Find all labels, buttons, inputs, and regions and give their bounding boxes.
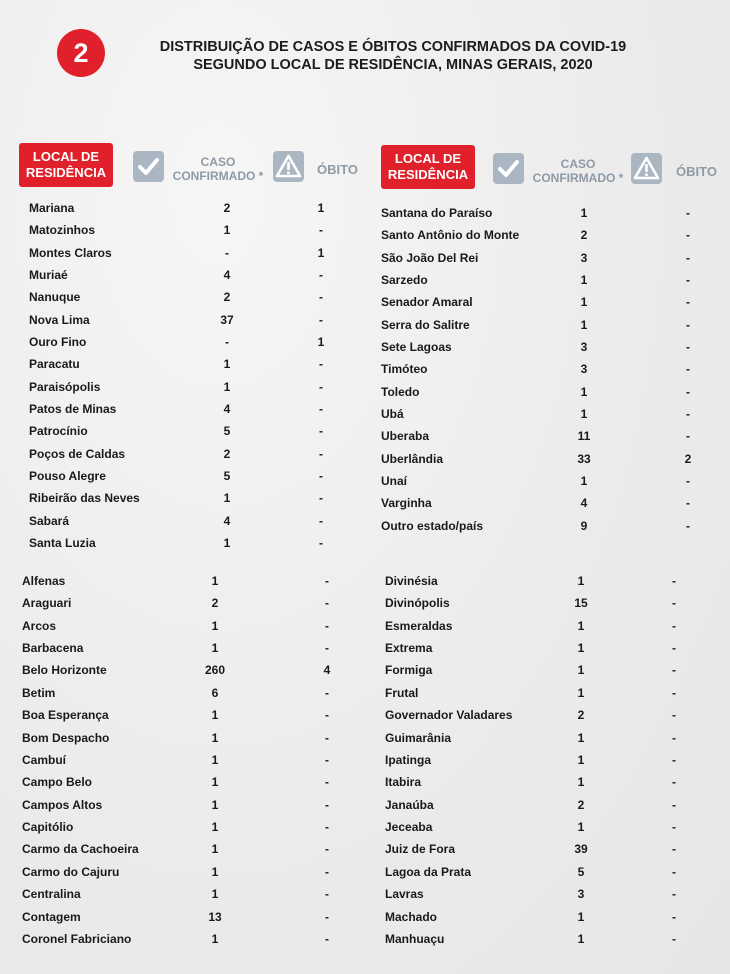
confirmed-cases: 3: [580, 340, 588, 354]
table-row: [381, 294, 708, 310]
confirmed-cases: 5: [223, 424, 231, 438]
municipality-name: Boa Esperança: [22, 708, 109, 722]
municipality-name: Centralina: [22, 887, 81, 901]
confirmed-cases: 11: [577, 429, 591, 443]
municipality-name: Senador Amaral: [381, 295, 473, 309]
confirmed-cases: 1: [580, 273, 588, 287]
confirmed-cases: 1: [223, 380, 231, 394]
deaths: -: [686, 519, 690, 533]
table-row: [29, 513, 341, 529]
confirmed-cases: 1: [580, 206, 588, 220]
municipality-name: Itabira: [385, 775, 422, 789]
confirmed-cases: 1: [577, 820, 585, 834]
deaths: -: [686, 407, 690, 421]
table-row: [22, 618, 347, 634]
municipality-name: Contagem: [22, 910, 81, 924]
municipality-name: Muriaé: [29, 268, 68, 282]
table-row: [385, 931, 694, 947]
deaths: -: [672, 753, 676, 767]
municipality-name: Ubá: [381, 407, 404, 421]
table-row: [381, 339, 708, 355]
deaths: -: [325, 842, 329, 856]
local-residencia-header-left: [19, 143, 113, 187]
deaths: -: [325, 574, 329, 588]
title-line-1: DISTRIBUIÇÃO DE CASOS E ÓBITOS CONFIRMADOS DA COVID-19: [159, 39, 627, 55]
deaths: -: [672, 708, 676, 722]
local-residencia-header-right: [381, 145, 475, 189]
municipality-name: Carmo da Cachoeira: [22, 842, 139, 856]
table-row: [381, 227, 708, 243]
page-title: [118, 38, 668, 74]
municipality-name: Extrema: [385, 641, 433, 655]
deaths: -: [319, 357, 323, 371]
municipality-name: Divinésia: [385, 574, 438, 588]
municipality-name: Sarzedo: [381, 273, 428, 287]
confirmed-cases: -: [225, 246, 229, 260]
table-row: [385, 909, 694, 925]
confirmed-cases: 1: [211, 932, 219, 946]
table-row: [22, 931, 347, 947]
municipality-name: Pouso Alegre: [29, 469, 106, 483]
table-row: [29, 446, 341, 462]
table-row: [381, 518, 708, 534]
confirmed-cases: 13: [208, 910, 222, 924]
deaths: -: [686, 295, 690, 309]
confirmed-cases: 1: [577, 775, 585, 789]
table-row: [22, 595, 347, 611]
municipality-name: Ouro Fino: [29, 335, 87, 349]
deaths: -: [686, 251, 690, 265]
table-row: [381, 361, 708, 377]
caso-label-line2: CONFIRMADO *: [172, 169, 264, 183]
deaths: -: [672, 619, 676, 633]
municipality-name: Matozinhos: [29, 223, 95, 237]
confirmed-cases: 1: [211, 731, 219, 745]
deaths: -: [319, 402, 323, 416]
confirmed-cases: 3: [580, 362, 588, 376]
municipality-name: Poços de Caldas: [29, 447, 126, 461]
municipality-name: Cambuí: [22, 753, 67, 767]
deaths: -: [319, 536, 323, 550]
table-row: [385, 640, 694, 656]
deaths: -: [325, 686, 329, 700]
table-row: [29, 334, 341, 350]
deaths: -: [686, 228, 690, 242]
confirmed-cases: 6: [211, 686, 219, 700]
confirmed-cases: 1: [211, 842, 219, 856]
deaths: -: [686, 318, 690, 332]
table-row: [29, 490, 341, 506]
table-row: [385, 797, 694, 813]
confirmed-cases: 1: [577, 619, 585, 633]
table-row: [381, 250, 708, 266]
confirmed-cases: 260: [204, 663, 226, 677]
confirmed-cases: 1: [577, 686, 585, 700]
table-row: [22, 685, 347, 701]
confirmed-cases: 2: [211, 596, 219, 610]
confirmed-cases: 1: [580, 295, 588, 309]
confirmed-cases: 2: [577, 708, 585, 722]
table-row: [381, 473, 708, 489]
municipality-name: Paracatu: [29, 357, 80, 371]
table-row: [22, 886, 347, 902]
municipality-name: Machado: [385, 910, 438, 924]
municipality-name: Montes Claros: [29, 246, 112, 260]
deaths: -: [686, 385, 690, 399]
table-row: [385, 618, 694, 634]
confirmed-cases: 1: [211, 574, 219, 588]
table-row: [385, 595, 694, 611]
municipality-name: Divinópolis: [385, 596, 450, 610]
deaths: -: [686, 429, 690, 443]
deaths: -: [325, 731, 329, 745]
municipality-name: Uberaba: [381, 429, 430, 443]
local-label-line1: LOCAL DE: [32, 149, 100, 164]
table-row: [22, 819, 347, 835]
deaths: -: [672, 887, 676, 901]
deaths: -: [325, 641, 329, 655]
confirmed-cases: 1: [580, 318, 588, 332]
deaths: -: [325, 798, 329, 812]
deaths: -: [672, 663, 676, 677]
deaths: -: [319, 313, 323, 327]
deaths: -: [325, 865, 329, 879]
caso-confirmado-header-left: [168, 155, 268, 183]
municipality-name: Manhuaçu: [385, 932, 445, 946]
check-icon: [493, 153, 524, 184]
table-row: [29, 200, 341, 216]
caso-label-line2: CONFIRMADO *: [532, 171, 624, 185]
table-row: [381, 495, 708, 511]
table-row: [381, 317, 708, 333]
municipality-name: Ribeirão das Neves: [29, 491, 140, 505]
table-row: [381, 384, 708, 400]
municipality-name: Janaúba: [385, 798, 434, 812]
confirmed-cases: 1: [577, 663, 585, 677]
municipality-name: Nanuque: [29, 290, 81, 304]
municipality-name: Arcos: [22, 619, 57, 633]
confirmed-cases: 5: [577, 865, 585, 879]
table-row: [385, 662, 694, 678]
table-row: [381, 205, 708, 221]
municipality-name: Sete Lagoas: [381, 340, 452, 354]
deaths: -: [672, 596, 676, 610]
deaths: -: [319, 380, 323, 394]
caso-label-line1: CASO: [200, 155, 236, 169]
confirmed-cases: 1: [223, 536, 231, 550]
deaths: -: [325, 910, 329, 924]
deaths: -: [325, 775, 329, 789]
confirmed-cases: 4: [223, 402, 231, 416]
municipality-name: Ipatinga: [385, 753, 432, 767]
municipality-name: Paraisópolis: [29, 380, 101, 394]
table-row: [29, 423, 341, 439]
table-row: [29, 356, 341, 372]
table-row: [385, 752, 694, 768]
warning-icon: [273, 151, 304, 182]
confirmed-cases: 4: [223, 268, 231, 282]
deaths: 1: [317, 246, 325, 260]
municipality-name: Varginha: [381, 496, 432, 510]
deaths: -: [325, 708, 329, 722]
confirmed-cases: 5: [223, 469, 231, 483]
municipality-name: Governador Valadares: [385, 708, 513, 722]
deaths: -: [672, 820, 676, 834]
municipality-name: Nova Lima: [29, 313, 90, 327]
municipality-name: Coronel Fabriciano: [22, 932, 132, 946]
municipality-name: Carmo do Cajuru: [22, 865, 120, 879]
municipality-name: Serra do Salitre: [381, 318, 470, 332]
municipality-name: Campo Belo: [22, 775, 93, 789]
confirmed-cases: 1: [211, 865, 219, 879]
table-row: [29, 468, 341, 484]
table-row: [385, 730, 694, 746]
municipality-name: Timóteo: [381, 362, 428, 376]
confirmed-cases: 1: [577, 731, 585, 745]
municipality-name: Sabará: [29, 514, 70, 528]
confirmed-cases: 33: [577, 452, 591, 466]
confirmed-cases: 1: [211, 798, 219, 812]
confirmed-cases: 1: [577, 932, 585, 946]
table-row: [385, 774, 694, 790]
deaths: 4: [323, 663, 331, 677]
deaths: -: [319, 447, 323, 461]
table-row: [29, 535, 341, 551]
confirmed-cases: 1: [577, 641, 585, 655]
deaths: -: [319, 514, 323, 528]
deaths: -: [672, 932, 676, 946]
confirmed-cases: 1: [211, 619, 219, 633]
local-label-line2: RESIDÊNCIA: [25, 165, 107, 180]
table-row: [385, 707, 694, 723]
municipality-name: Capitólio: [22, 820, 74, 834]
table-row: [22, 841, 347, 857]
confirmed-cases: 1: [211, 641, 219, 655]
deaths: -: [686, 362, 690, 376]
deaths: -: [686, 273, 690, 287]
table-row: [385, 573, 694, 589]
confirmed-cases: -: [225, 335, 229, 349]
confirmed-cases: 2: [223, 290, 231, 304]
table-row: [29, 312, 341, 328]
deaths: -: [686, 340, 690, 354]
municipality-name: Unaí: [381, 474, 408, 488]
table-row: [29, 222, 341, 238]
municipality-name: Santana do Paraíso: [381, 206, 493, 220]
deaths: -: [319, 424, 323, 438]
municipality-name: Mariana: [29, 201, 75, 215]
obito-header-right: ÓBITO: [676, 164, 717, 179]
confirmed-cases: 1: [211, 708, 219, 722]
confirmed-cases: 2: [223, 201, 231, 215]
confirmed-cases: 1: [577, 574, 585, 588]
deaths: -: [319, 223, 323, 237]
table-row: [381, 428, 708, 444]
table-row: [381, 406, 708, 422]
local-label-line1: LOCAL DE: [394, 151, 462, 166]
deaths: 1: [317, 201, 325, 215]
municipality-name: São João Del Rei: [381, 251, 479, 265]
municipality-name: Uberlândia: [381, 452, 444, 466]
municipality-name: Lavras: [385, 887, 424, 901]
table-row: [381, 451, 708, 467]
caso-confirmado-header-right: [528, 157, 628, 185]
municipality-name: Lagoa da Prata: [385, 865, 472, 879]
deaths: -: [672, 775, 676, 789]
deaths: -: [319, 268, 323, 282]
table-row: [385, 841, 694, 857]
confirmed-cases: 1: [211, 753, 219, 767]
local-label-line2: RESIDÊNCIA: [387, 167, 469, 182]
deaths: -: [672, 910, 676, 924]
table-row: [385, 886, 694, 902]
table-row: [22, 573, 347, 589]
obito-header-left: ÓBITO: [317, 162, 358, 177]
deaths: -: [325, 887, 329, 901]
confirmed-cases: 9: [580, 519, 588, 533]
municipality-name: Patrocínio: [29, 424, 88, 438]
deaths: -: [686, 474, 690, 488]
deaths: -: [672, 686, 676, 700]
deaths: -: [672, 842, 676, 856]
municipality-name: Bom Despacho: [22, 731, 110, 745]
confirmed-cases: 1: [577, 910, 585, 924]
deaths: 1: [317, 335, 325, 349]
title-line-2: SEGUNDO LOCAL DE RESIDÊNCIA, MINAS GERAIS, 2020: [193, 57, 593, 73]
confirmed-cases: 39: [574, 842, 588, 856]
municipality-name: Esmeraldas: [385, 619, 453, 633]
deaths: -: [686, 206, 690, 220]
confirmed-cases: 1: [223, 223, 231, 237]
deaths: 2: [684, 452, 692, 466]
confirmed-cases: 3: [580, 251, 588, 265]
municipality-name: Campos Altos: [22, 798, 103, 812]
municipality-name: Guimarânia: [385, 731, 452, 745]
municipality-name: Betim: [22, 686, 56, 700]
table-row: [22, 730, 347, 746]
caso-label-line1: CASO: [560, 157, 596, 171]
confirmed-cases: 3: [577, 887, 585, 901]
warning-icon: [631, 153, 662, 184]
municipality-name: Barbacena: [22, 641, 84, 655]
deaths: -: [672, 798, 676, 812]
deaths: -: [325, 932, 329, 946]
confirmed-cases: 37: [220, 313, 234, 327]
confirmed-cases: 1: [211, 887, 219, 901]
deaths: -: [325, 619, 329, 633]
deaths: -: [319, 469, 323, 483]
municipality-name: Toledo: [381, 385, 420, 399]
municipality-name: Santa Luzia: [29, 536, 96, 550]
table-row: [29, 267, 341, 283]
confirmed-cases: 1: [223, 491, 231, 505]
table-row: [29, 245, 341, 261]
confirmed-cases: 1: [211, 775, 219, 789]
deaths: -: [672, 641, 676, 655]
table-row: [22, 864, 347, 880]
confirmed-cases: 2: [580, 228, 588, 242]
confirmed-cases: 4: [223, 514, 231, 528]
table-row: [22, 752, 347, 768]
deaths: -: [319, 290, 323, 304]
confirmed-cases: 1: [223, 357, 231, 371]
table-row: [29, 401, 341, 417]
municipality-name: Juiz de Fora: [385, 842, 456, 856]
deaths: -: [672, 865, 676, 879]
table-row: [385, 819, 694, 835]
confirmed-cases: 1: [580, 385, 588, 399]
table-row: [22, 640, 347, 656]
table-row: [22, 662, 347, 678]
deaths: -: [319, 491, 323, 505]
deaths: -: [325, 596, 329, 610]
section-number-badge: 2: [57, 29, 105, 77]
check-icon: [133, 151, 164, 182]
municipality-name: Alfenas: [22, 574, 66, 588]
confirmed-cases: 1: [211, 820, 219, 834]
municipality-name: Jeceaba: [385, 820, 433, 834]
deaths: -: [325, 820, 329, 834]
deaths: -: [686, 496, 690, 510]
table-row: [29, 379, 341, 395]
confirmed-cases: 2: [577, 798, 585, 812]
table-row: [381, 272, 708, 288]
confirmed-cases: 1: [577, 753, 585, 767]
confirmed-cases: 1: [580, 407, 588, 421]
deaths: -: [325, 753, 329, 767]
table-row: [385, 864, 694, 880]
municipality-name: Formiga: [385, 663, 433, 677]
confirmed-cases: 4: [580, 496, 588, 510]
municipality-name: Belo Horizonte: [22, 663, 107, 677]
municipality-name: Patos de Minas: [29, 402, 117, 416]
municipality-name: Santo Antônio do Monte: [381, 228, 520, 242]
confirmed-cases: 1: [580, 474, 588, 488]
table-row: [22, 797, 347, 813]
deaths: -: [672, 731, 676, 745]
deaths: -: [672, 574, 676, 588]
table-row: [22, 909, 347, 925]
table-row: [385, 685, 694, 701]
table-row: [22, 774, 347, 790]
municipality-name: Araguari: [22, 596, 72, 610]
table-row: [22, 707, 347, 723]
municipality-name: Frutal: [385, 686, 419, 700]
confirmed-cases: 2: [223, 447, 231, 461]
confirmed-cases: 15: [574, 596, 588, 610]
municipality-name: Outro estado/país: [381, 519, 484, 533]
table-row: [29, 289, 341, 305]
